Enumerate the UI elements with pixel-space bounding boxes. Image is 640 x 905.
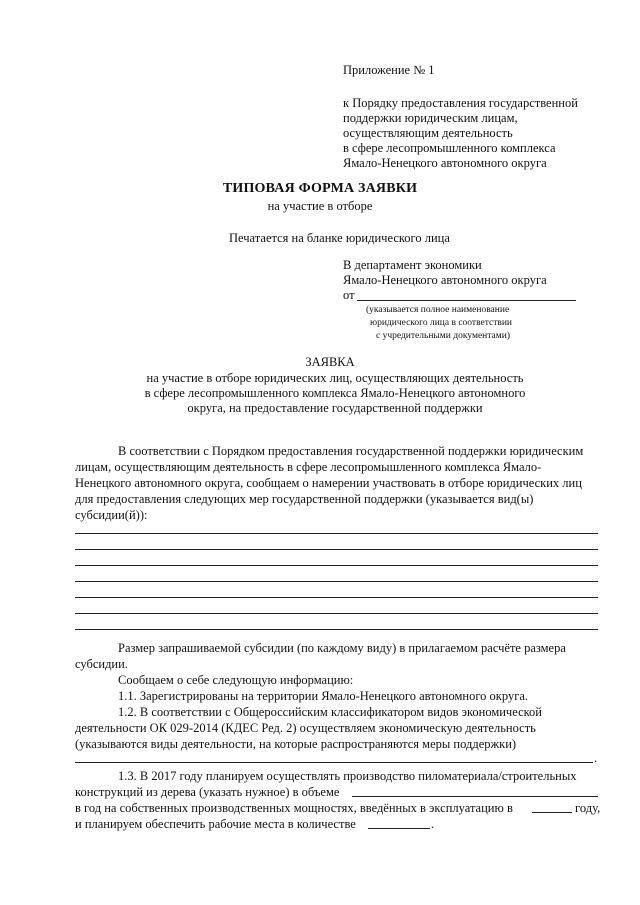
intro-line-2: лицам, осуществляющим деятельность в сфере лесопромышленного комплекса Ямало-	[75, 460, 542, 474]
addressee-from: от	[343, 288, 355, 302]
print-note: Печатается на бланке юридического лица	[229, 231, 450, 245]
about-line: Сообщаем о себе следующую информацию:	[118, 673, 354, 687]
application-line-1: на участие в отборе юридических лиц, осуществляющих деятельность	[146, 371, 524, 385]
addressee-hint-1: (указывается полное наименование	[366, 305, 510, 315]
item-1-3-line-1: 1.3. В 2017 году планируем осуществлять производство пиломатериала/строительных	[118, 769, 577, 783]
annex-number: Приложение № 1	[343, 63, 435, 77]
item-1-3-line-4-end: .	[431, 817, 435, 831]
annex-line-2: поддержки юридическим лицам,	[343, 111, 518, 125]
item-1-2-line-1: 1.2. В соответствии с Общероссийским классификатором видов экономической	[118, 705, 542, 719]
intro-line-1: В соответствии с Порядком предоставления государственной поддержки юридическим	[118, 444, 584, 458]
fill-line-7[interactable]	[75, 629, 598, 630]
fill-line-3[interactable]	[75, 565, 598, 566]
item-1-3-line-4: и планируем обеспечить рабочие места в количестве	[75, 817, 356, 831]
volume-fill-line[interactable]	[352, 796, 598, 797]
jobs-fill-line[interactable]	[368, 828, 430, 829]
amount-line-1: Размер запрашиваемой субсидии (по каждому виду) в прилагаемом расчёте размера	[118, 641, 566, 655]
form-title: ТИПОВАЯ ФОРМА ЗАЯВКИ	[222, 181, 418, 196]
item-1-3-line-3b: году,	[575, 801, 601, 815]
annex-line-1: к Порядку предоставления государственной	[343, 96, 578, 110]
fill-line-5[interactable]	[75, 597, 598, 598]
application-line-3: округа, на предоставление государственной поддержки	[187, 401, 483, 415]
fill-line-2[interactable]	[75, 549, 598, 550]
fill-line-6[interactable]	[75, 613, 598, 614]
activity-fill-line[interactable]	[75, 762, 593, 763]
amount-line-2: субсидии.	[75, 657, 128, 671]
addressee-hint-3: с учредительными документами)	[376, 331, 511, 341]
fill-line-4[interactable]	[75, 581, 598, 582]
annex-line-3: осуществляющим деятельность	[343, 126, 513, 140]
addressee-hint-2: юридического лица в соответствии	[370, 318, 513, 328]
fill-line-1[interactable]	[75, 533, 598, 534]
item-1-2-line-3: (указываются виды деятельности, на которые распространяются меры поддержки)	[75, 737, 517, 751]
annex-line-4: в сфере лесопромышленного комплекса	[343, 141, 556, 155]
item-1-3-line-3a: в год на собственных производственных мощностях, введённых в эксплуатацию в	[75, 801, 513, 815]
intro-line-5: субсидии(й)):	[75, 508, 148, 522]
application-title: ЗАЯВКА	[305, 355, 355, 369]
item-1-1: 1.1. Зарегистрированы на территории Ямало-Ненецкого автономного округа.	[118, 689, 529, 703]
application-line-2: в сфере лесопромышленного комплекса Ямало-Ненецкого автономного	[144, 386, 526, 400]
addressee-line-1: В департамент экономики	[343, 258, 482, 272]
addressee-line-2: Ямало-Ненецкого автономного округа	[343, 273, 547, 287]
activity-end-period: .	[594, 751, 598, 765]
intro-line-4: для предоставления следующих мер государственной поддержки (указывается вид(ы)	[75, 492, 534, 506]
addressee-fill-line	[357, 300, 576, 301]
annex-line-5: Ямало-Ненецкого автономного округа	[343, 156, 547, 170]
year-fill-line[interactable]	[532, 812, 572, 813]
form-subtitle: на участие в отборе	[267, 199, 373, 213]
intro-line-3: Ненецкого автономного округа, сообщаем о намерении участвовать в отборе юридических лиц	[75, 476, 582, 490]
item-1-2-line-2: деятельности ОК 029-2014 (КДЕС Ред. 2) осуществляем экономическую деятельность	[75, 721, 536, 735]
item-1-3-line-2: конструкций из дерева (указать нужное) в объеме	[75, 785, 340, 799]
